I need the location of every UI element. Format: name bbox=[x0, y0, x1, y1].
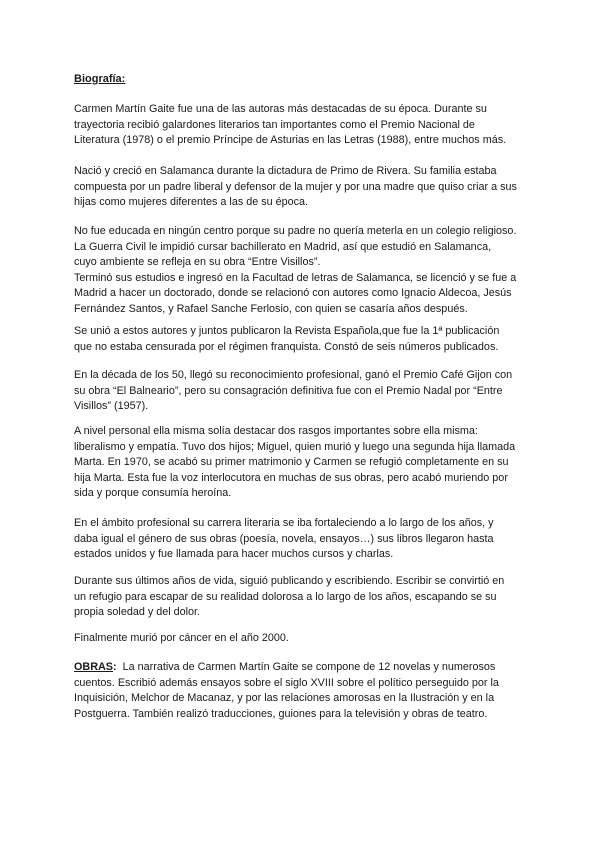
text-line: Carmen Martín Gaite fue una de las autoras más destacadas de su época. Durante su bbox=[74, 103, 487, 115]
obras-label: OBRAS bbox=[74, 661, 113, 673]
paragraph-education bbox=[74, 224, 530, 318]
text-line: En la década de los 50, llegó su reconocimiento profesional, ganó el Premio Café Gijon con bbox=[74, 369, 513, 381]
paragraph-death bbox=[74, 631, 530, 647]
text-line: propia soledad y del dolor. bbox=[74, 606, 201, 619]
text-line: un refugio para escapar de su realidad dolorosa a lo largo de los años, escapando se su bbox=[74, 590, 497, 603]
text-line bbox=[74, 660, 530, 676]
paragraph-revista bbox=[74, 324, 530, 355]
text-line: Fernández Santos, y Rafael Sanche Ferlosio, con quien se casaría años después. bbox=[74, 302, 468, 315]
text-line: sida y porque consumía heroína. bbox=[74, 487, 232, 500]
text-line: liberalismo y empatía. Tuvo dos hijos; Miguel, quien murió y luego una segunda hija llamada bbox=[74, 440, 516, 453]
text-line: Nació y creció en Salamanca durante la dictadura de Primo de Rivera. Su familia estaba bbox=[74, 165, 497, 177]
text-line: La Guerra Civil le impidió cursar bachillerato en Madrid, así que estudió en Salamanca, bbox=[74, 240, 492, 253]
text-line: Terminó sus estudios e ingresó en la Facultad de letras de Salamanca, se licenció y se fue a bbox=[74, 271, 517, 284]
obras-colon: : bbox=[113, 661, 117, 673]
text-line: Se unió a estos autores y juntos publicaron la Revista Española,que fue la 1ª publicación bbox=[74, 325, 500, 337]
text-line: estados unidos y fue llamada para hacer muchos cursos y charlas. bbox=[74, 548, 394, 561]
paragraph-last-years bbox=[74, 574, 530, 621]
paragraph-obras bbox=[74, 660, 530, 722]
text-line: A nivel personal ella misma solía destacar dos rasgos importantes sobre ella misma: bbox=[74, 425, 478, 437]
text-line: Literatura (1978) o el premio Príncipe de Asturias en las Letras (1988), entre muchos más. bbox=[74, 134, 507, 147]
text-line: cuentos. Escribió además ensayos sobre el siglo XVIII sobre el político perseguido por la bbox=[74, 676, 499, 689]
paragraph-career bbox=[74, 102, 530, 149]
paragraph-personal bbox=[74, 424, 530, 502]
text-line: Inquisición, Melchor de Macanaz, y por las relaciones amorosas en la Ilustración y en la bbox=[74, 692, 495, 705]
obras-first-line: La narrativa de Carmen Martín Gaite se compone de 12 novelas y numerosos bbox=[116, 661, 496, 673]
text-line: su obra “El Balneario”, pero su consagración definitiva fue con el Premio Nadal por “Entre bbox=[74, 384, 503, 397]
text-line: No fue educada en ningún centro porque su padre no quería meterla en un colegio religioso. bbox=[74, 225, 517, 237]
text-line: En el ámbito profesional su carrera literaria se iba fortaleciendo a lo largo de los años, y bbox=[74, 517, 494, 529]
text-line: Postguerra. También realizó traducciones, guiones para la televisión y obras de teatro. bbox=[74, 707, 488, 720]
text-line: Marta. En 1970, se acabó su primer matrimonio y Carmen se refugió completamente en su bbox=[74, 456, 509, 469]
text-line: que no estaba censurada por el régimen franquista. Constó de seis números publicados. bbox=[74, 340, 499, 353]
text-line: compuesta por un padre liberal y defensor de la mujer y por una madre que quiso criar a sus bbox=[74, 180, 517, 193]
text-line: Madrid a hacer un doctorado, donde se relacionó con autores como Ignacio Aldecoa, Jesús bbox=[74, 287, 512, 300]
text-line: Durante sus últimos años de vida, siguió publicando y escribiendo. Escribir se convirtió en bbox=[74, 575, 505, 587]
page-heading: Biografía: bbox=[74, 73, 126, 85]
text-line: Finalmente murió por cáncer en el año 2000. bbox=[74, 632, 289, 644]
text-line: cuyo ambiente se refleja en su obra “Entre Visillos”. bbox=[74, 256, 321, 269]
text-line: Visillos” (1957). bbox=[74, 400, 149, 413]
text-line: trayectoria recibió galardones literarios tan importantes como el Premio Nacional de bbox=[74, 118, 475, 131]
paragraph-recognition bbox=[74, 368, 530, 415]
paragraph-professional bbox=[74, 516, 530, 563]
text-line: hija Marta. Esta fue la voz interlocutora en muchas de sus obras, pero acabó muriendo por bbox=[74, 471, 508, 484]
text-line: hijas como mujeres diferentes a las de su época. bbox=[74, 196, 309, 209]
text-line: daba igual el género de sus obras (poesía, novela, ensayos…) sus libros llegaron hasta bbox=[74, 532, 494, 545]
paragraph-birth bbox=[74, 164, 530, 211]
